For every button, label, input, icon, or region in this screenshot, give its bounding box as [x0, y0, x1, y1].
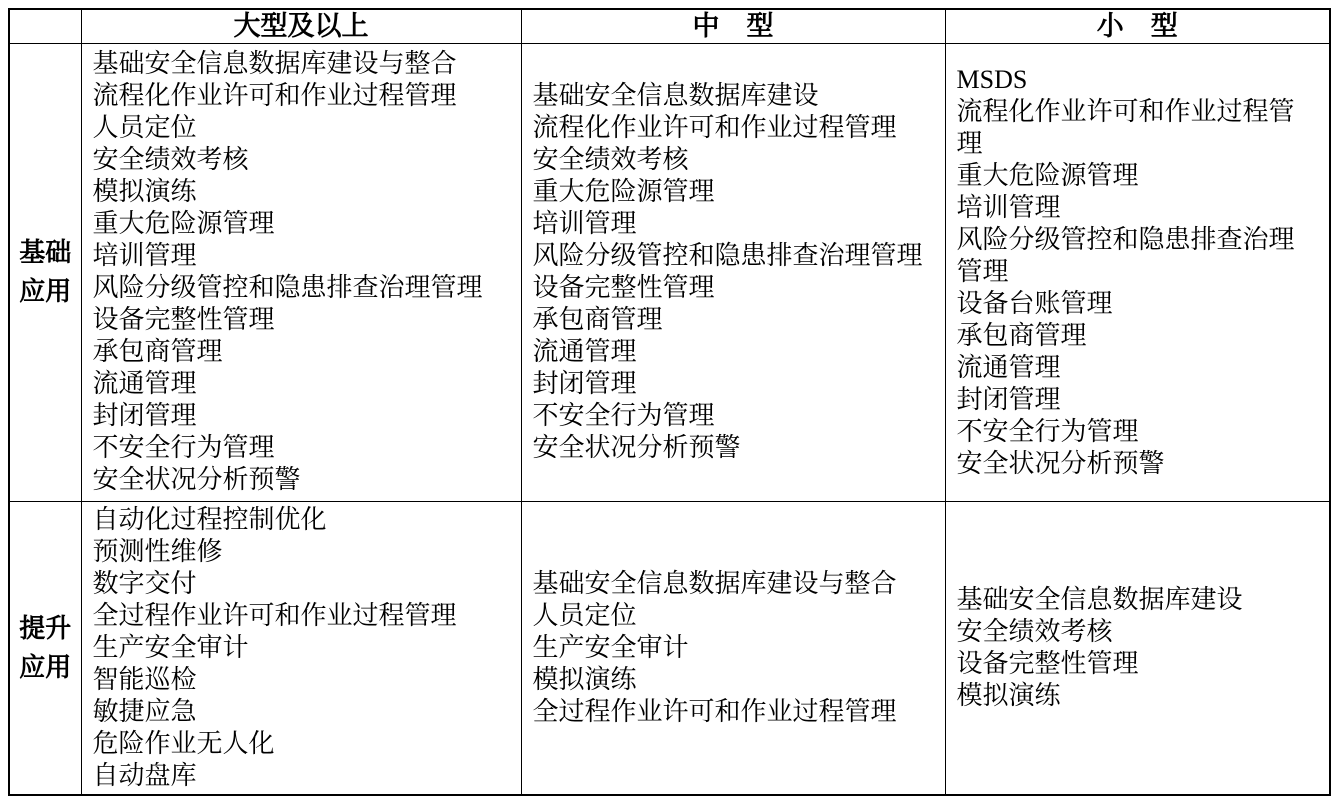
list-item: 流通管理 — [956, 353, 1061, 382]
list-item: 封闭管理 — [92, 401, 197, 430]
list-item: 生产安全审计 — [532, 632, 689, 662]
list-item: 培训管理 — [92, 241, 197, 270]
list-item: 智能巡检 — [92, 664, 197, 694]
list-item: 基础安全信息数据库建设与整合 — [92, 49, 457, 78]
list-item: MSDS — [956, 65, 1028, 94]
list-item: 设备完整性管理 — [92, 305, 275, 334]
list-item: 人员定位 — [92, 113, 197, 142]
list-item: 风险分级管控和隐患排查治理管理 — [956, 225, 1295, 286]
header-row — [9, 9, 1330, 43]
list-item: 承包商管理 — [956, 321, 1087, 350]
list-item: 培训管理 — [532, 209, 637, 238]
list-item: 危险作业无人化 — [92, 728, 275, 758]
list-item: 流程化作业许可和作业过程管理 — [532, 113, 897, 142]
col-header-large-and-above: 大型及以上 — [81, 9, 521, 43]
list-item: 全过程作业许可和作业过程管理 — [92, 600, 457, 630]
col-header-small: 小 型 — [945, 9, 1330, 43]
col-header-medium: 中 型 — [521, 9, 945, 43]
corner-cell — [9, 9, 81, 43]
list-item: 不安全行为管理 — [956, 417, 1139, 446]
list-item: 安全状况分析预警 — [956, 449, 1165, 478]
list-item: 风险分级管控和隐患排查治理管理 — [532, 241, 923, 270]
list-item: 基础安全信息数据库建设 — [956, 584, 1243, 614]
cell-enhanced-medium — [521, 501, 945, 795]
row-label-line: 提升 — [19, 613, 72, 643]
list-item: 重大危险源管理 — [92, 209, 275, 238]
list-item: 封闭管理 — [532, 369, 637, 398]
list-item: 基础安全信息数据库建设与整合 — [532, 568, 897, 598]
list-item: 人员定位 — [532, 600, 637, 630]
list-item: 基础安全信息数据库建设 — [532, 81, 819, 110]
list-item: 设备台账管理 — [956, 289, 1113, 318]
cell-enhanced-large — [81, 501, 521, 795]
row-label-line: 应用 — [19, 652, 72, 682]
list-item: 不安全行为管理 — [92, 433, 275, 462]
list-item: 自动化过程控制优化 — [92, 504, 327, 534]
list-item: 流通管理 — [92, 369, 197, 398]
row-enhanced-applications — [9, 501, 1330, 795]
list-item: 承包商管理 — [532, 305, 663, 334]
cell-enhanced-small — [945, 501, 1330, 795]
list-item: 培训管理 — [956, 193, 1061, 222]
list-item: 安全绩效考核 — [956, 616, 1113, 646]
list-item: 模拟演练 — [92, 177, 197, 206]
row-label-line: 基础 — [19, 238, 72, 267]
list-item: 安全状况分析预警 — [532, 433, 741, 462]
row-label-line: 应用 — [19, 277, 72, 306]
list-item: 全过程作业许可和作业过程管理 — [532, 696, 897, 726]
list-item: 风险分级管控和隐患排查治理管理 — [92, 273, 483, 302]
list-item: 模拟演练 — [532, 664, 637, 694]
cell-basic-medium — [521, 43, 945, 501]
list-item: 不安全行为管理 — [532, 401, 715, 430]
list-item: 流程化作业许可和作业过程管理 — [956, 97, 1295, 158]
list-item: 数字交付 — [92, 568, 197, 598]
row-label-enhanced-applications — [9, 501, 81, 795]
list-item: 模拟演练 — [956, 680, 1061, 710]
list-item: 生产安全审计 — [92, 632, 249, 662]
list-item: 重大危险源管理 — [956, 161, 1139, 190]
row-basic-applications — [9, 43, 1330, 501]
list-item: 封闭管理 — [956, 385, 1061, 414]
list-item: 安全状况分析预警 — [92, 465, 301, 494]
list-item: 承包商管理 — [92, 337, 223, 366]
list-item: 预测性维修 — [92, 536, 223, 566]
list-item: 流通管理 — [532, 337, 637, 366]
cell-basic-large — [81, 43, 521, 501]
list-item: 安全绩效考核 — [532, 145, 689, 174]
application-scale-table — [8, 8, 1331, 796]
list-item: 安全绩效考核 — [92, 145, 249, 174]
list-item: 敏捷应急 — [92, 696, 197, 726]
list-item: 设备完整性管理 — [956, 648, 1139, 678]
list-item: 自动盘库 — [92, 760, 197, 790]
row-label-basic-applications — [9, 43, 81, 501]
cell-basic-small — [945, 43, 1330, 501]
list-item: 重大危险源管理 — [532, 177, 715, 206]
list-item: 设备完整性管理 — [532, 273, 715, 302]
list-item: 流程化作业许可和作业过程管理 — [92, 81, 457, 110]
